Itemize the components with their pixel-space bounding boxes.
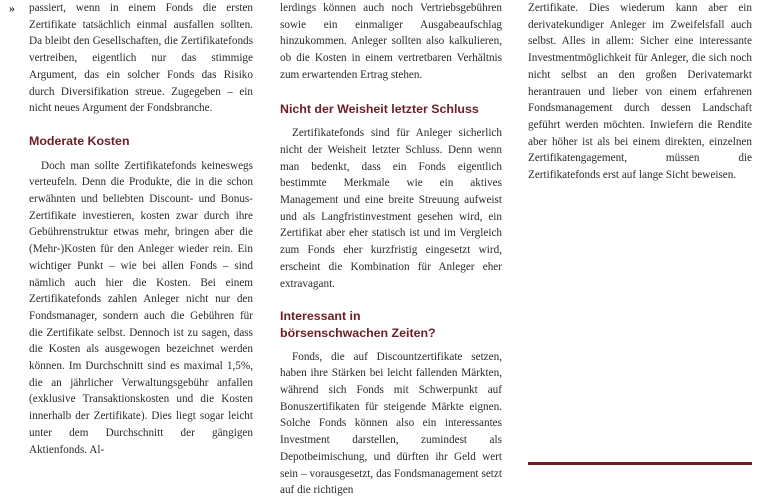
- heading-interessant-line-2: börsenschwachen Zeiten?: [280, 325, 436, 340]
- continuation-marker: »: [9, 1, 15, 15]
- column-1: [29, 0, 253, 458]
- col1-paragraph-2: Doch man sollte Zertifikatefonds keineswegs verteufeln. Denn die Produkte, die in die schon erwähnten und beliebten Discount- und Bonus-Zertifikate investieren, kosten zwar durch ihre Gebührenstruktur etwas mehr, bringen aber die (Mehr-)Kosten für den Anleger wieder rein. Ein wichtiger Punkt – wie bei allen Fonds – sind nämlich auch hier die Kosten. Bei einem Zertifikatefonds zahlen Anleger nicht nur den Fondsmanager, sondern auch die Gebühren für die Zertifikate selbst. Dennoch ist zu sagen, dass die Kosten als ausgewogen bezeichnet werden können. Im Durchschnitt sind es maximal 1,5%, die an jährlicher Verwaltungsgebühr anfallen (exklusive Transaktionskosten und die Kosten innerhalb der Zertifikate). Dies liegt sogar leicht unter dem Durchschnitt der gängigen Aktienfonds. Al-: [29, 159, 253, 456]
- col2-paragraph-3: Fonds, die auf Discountzertifikate setzen, haben ihre Stärken bei leicht fallenden Märkten, während sich Fonds mit Schwerpunkt auf Bonuszertifikaten für steigende Märkte eignen. Solche Fonds können also ein interessantes Investment darstellen, zumindest als Depotbeimischung, und dürften ihr Geld wert sein – vorausgesetzt, das Fondsmanagement setzt auf die richtigen: [280, 350, 502, 497]
- col3-paragraph-1: Zertifikate. Dies wiederum kann aber ein derivatekundiger Anleger im Zweifelsfall auch selbst. Alles in allem: Sicher eine interessante Investmentmöglichkeit für Anleger, die sich noch nicht selbst an den großen Derivatemarkt herantrauen und lieber von einem erfahrenen Fondsmanagement durch dessen Landschaft geführt werden möchten. Inwiefern die Rendite aber höher ist als bei einem direkten, einzelnen Zertifikatengagement, müssen die Zertifikatefonds erst auf lange Sicht beweisen.: [528, 2, 752, 182]
- heading-interessant-line-1: Interessant in: [280, 309, 361, 324]
- heading-weisheit: Nicht der Weisheit letzter Schluss: [280, 101, 479, 116]
- col2-paragraph-2: Zertifikatefonds sind für Anleger sicherlich nicht der Weisheit letzter Schluss. Denn wenn man bedenkt, dass ein Fonds eigentlich bestimmte Merkmale wie ein aktives Management und eine breite Streuung aufweist und als Langfristinvestment gesehen wird, ein Zertifikat aber eher statisch ist und im Vergleich zum Fonds eher kurzfristig eingesetzt wird, erscheint die Kombination für Anleger eher extravagant.: [280, 127, 502, 290]
- heading-moderate-kosten: Moderate Kosten: [29, 133, 130, 148]
- col1-paragraph-1: passiert, wenn in einem Fonds die ersten Zertifikate tatsächlich einmal ausfallen sollten. Da bleibt den Gesellschaften, die Zertifikatefonds vertreiben, eigentlich nur das stimmige Argument, das ein solcher Fonds das Risiko durch Diversifikation streue. Zugegeben – ein nicht neues Argument der Fondsbranche.: [29, 2, 253, 115]
- end-rule: [528, 462, 752, 465]
- column-2: [280, 0, 502, 499]
- col2-paragraph-1: lerdings können auch noch Vertriebsgebühren sowie ein einmaliger Ausgabeaufschlag hinzukommen. Anleger sollten also kalkulieren, ob die Kosten in einem vertretbaren Verhältnis zum erwartenden Ertrag stehen.: [280, 2, 502, 81]
- column-3: [528, 0, 752, 184]
